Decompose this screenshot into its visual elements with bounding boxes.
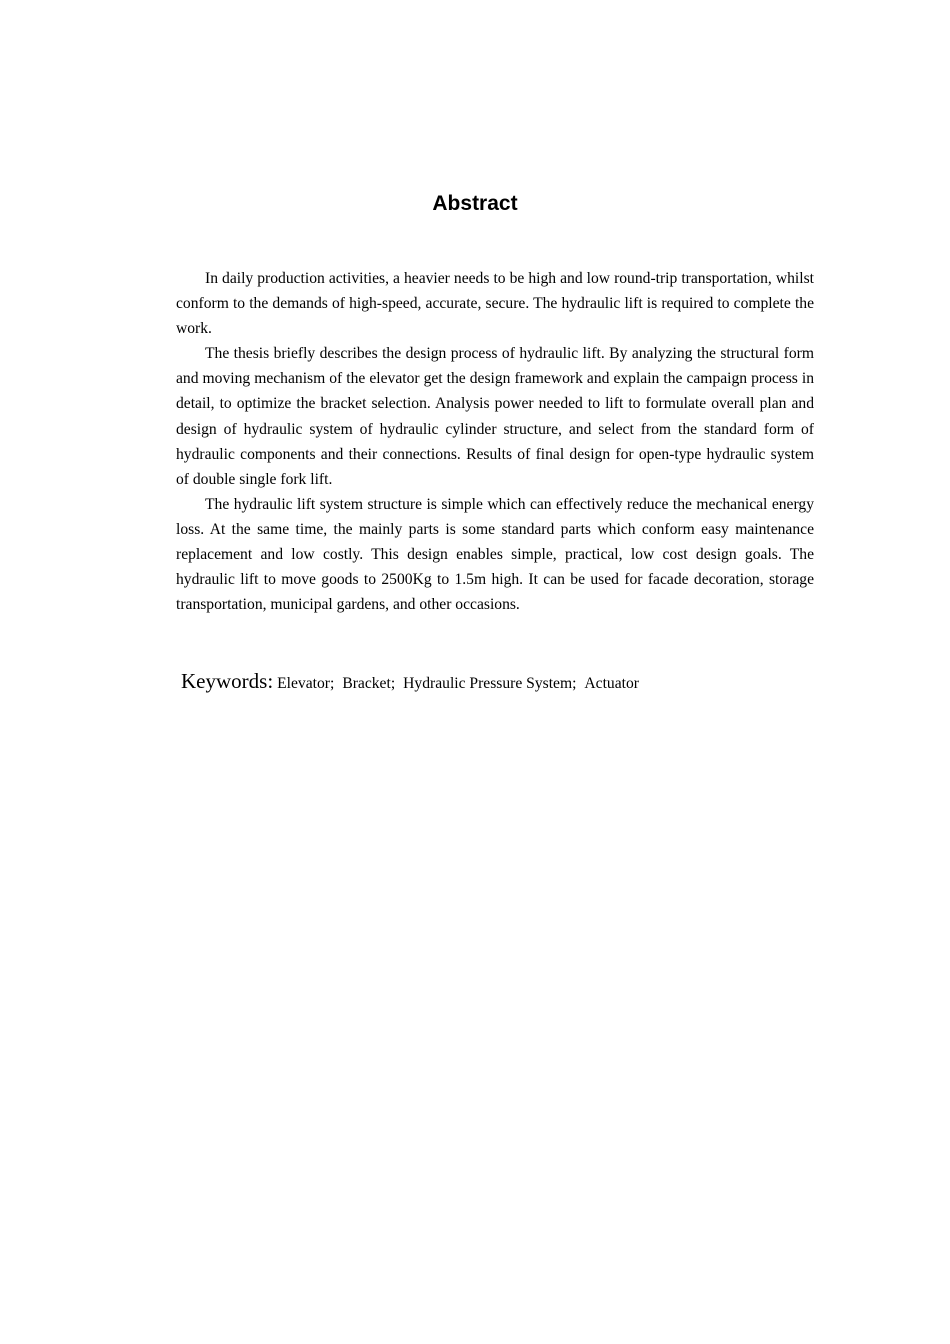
abstract-body	[176, 266, 814, 617]
keyword-separator: ;	[390, 675, 396, 692]
keyword-item: Bracket	[342, 675, 391, 692]
abstract-paragraph-2: The thesis briefly describes the design process of hydraulic lift. By analyzing the structural form and moving mechanism of the elevator get the design framework and explain the campaign process in detail, to optimize the bracket selection. Analysis power needed to lift to formulate overall plan and design of hydraulic system of hydraulic cylinder structure, and select from the standard form of hydraulic components and their connections. Results of final design for open-type hydraulic system of double single fork lift.	[176, 345, 814, 488]
abstract-paragraph-1: In daily production activities, a heavier needs to be high and low round-trip transportation, whilst conform to the demands of high-speed, accurate, secure. The hydraulic lift is required to complete the work.	[176, 270, 814, 338]
keyword-item: Elevator	[277, 675, 330, 692]
keyword-separator: ;	[572, 675, 577, 692]
keyword-item: Actuator	[584, 675, 639, 692]
keyword-separator: ;	[329, 675, 335, 692]
abstract-title: Abstract	[432, 192, 518, 215]
keywords-line	[181, 666, 821, 696]
abstract-paragraph-3: The hydraulic lift system structure is simple which can effectively reduce the mechanical energy loss. At the same time, the mainly parts is some standard parts which conform easy maintenance replacement and low costly. This design enables simple, practical, low cost design goals. The hydraulic lift to move goods to 2500Kg to 1.5m high. It can be used for facade decoration, storage transportation, municipal gardens, and other occasions.	[176, 495, 814, 614]
keyword-item: Hydraulic Pressure System	[403, 675, 573, 692]
keywords-label: Keywords:	[181, 669, 274, 693]
